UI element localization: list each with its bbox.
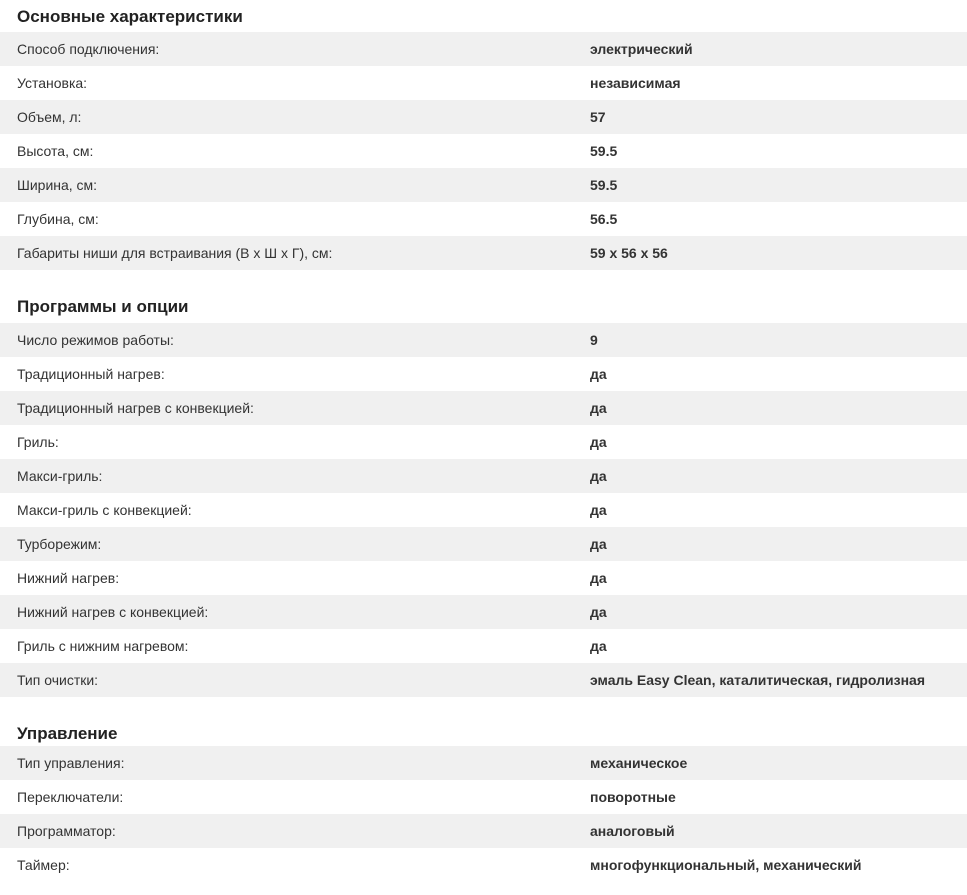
section-controls — [0, 714, 967, 882]
spec-label: Способ подключения: — [17, 41, 160, 57]
spec-row — [0, 357, 967, 391]
section-title: Программы и опции — [17, 297, 189, 316]
spec-row — [0, 527, 967, 561]
spec-row — [0, 134, 967, 168]
spec-value: да — [590, 502, 607, 518]
spec-row — [0, 663, 967, 697]
spec-row — [0, 561, 967, 595]
spec-label: Установка: — [17, 75, 88, 91]
spec-value: многофункциональный, механический — [590, 857, 862, 873]
spec-row — [0, 323, 967, 357]
spec-row — [0, 100, 967, 134]
spec-label: Турборежим: — [17, 536, 102, 552]
spec-row — [0, 425, 967, 459]
spec-value: да — [590, 366, 607, 382]
spec-label: Макси-гриль с конвекцией: — [17, 502, 192, 518]
section-title: Основные характеристики — [17, 7, 243, 26]
spec-value: 59.5 — [590, 143, 618, 159]
spec-label: Ширина, см: — [17, 177, 98, 193]
spec-row — [0, 32, 967, 66]
spec-label: Объем, л: — [17, 109, 82, 125]
spec-label: Высота, см: — [17, 143, 94, 159]
spec-value: механическое — [590, 755, 688, 771]
spec-value: 9 — [590, 332, 598, 348]
spec-list — [0, 746, 967, 882]
spec-label: Программатор: — [17, 823, 116, 839]
spec-label: Глубина, см: — [17, 211, 99, 227]
spec-list — [0, 323, 967, 697]
spec-label: Нижний нагрев: — [17, 570, 120, 586]
spec-value: 57 — [590, 109, 606, 125]
spec-row — [0, 595, 967, 629]
spec-value: 56.5 — [590, 211, 618, 227]
spec-row — [0, 66, 967, 100]
spec-label: Переключатели: — [17, 789, 124, 805]
spec-value: поворотные — [590, 789, 676, 805]
spec-value: да — [590, 604, 607, 620]
spec-label: Тип очистки: — [17, 672, 99, 688]
spec-value: 59.5 — [590, 177, 618, 193]
spec-value: 59 x 56 x 56 — [590, 245, 668, 261]
spec-value: электрический — [590, 41, 693, 57]
spec-row — [0, 391, 967, 425]
spec-label: Число режимов работы: — [17, 332, 174, 348]
spec-value: да — [590, 468, 607, 484]
spec-value: да — [590, 638, 607, 654]
spec-label: Макси-гриль: — [17, 468, 103, 484]
spec-row — [0, 780, 967, 814]
spec-value: да — [590, 400, 607, 416]
spec-value: да — [590, 570, 607, 586]
spec-label: Гриль: — [17, 434, 59, 450]
spec-row — [0, 459, 967, 493]
spec-row — [0, 168, 967, 202]
spec-label: Нижний нагрев с конвекцией: — [17, 604, 209, 620]
spec-row — [0, 746, 967, 780]
spec-label: Традиционный нагрев с конвекцией: — [17, 400, 254, 416]
spec-value: да — [590, 434, 607, 450]
spec-label: Габариты ниши для встраивания (В x Ш x Г), см: — [17, 245, 333, 261]
spec-row — [0, 202, 967, 236]
spec-row — [0, 236, 967, 270]
spec-label: Таймер: — [17, 857, 70, 873]
section-spacer — [0, 697, 967, 714]
section-main-characteristics — [0, 0, 967, 270]
spec-label: Традиционный нагрев: — [17, 366, 165, 382]
spec-label: Гриль с нижним нагревом: — [17, 638, 189, 654]
spec-label: Тип управления: — [17, 755, 125, 771]
spec-row — [0, 629, 967, 663]
section-spacer — [0, 270, 967, 291]
spec-value: независимая — [590, 75, 681, 91]
spec-list — [0, 32, 967, 270]
spec-row — [0, 848, 967, 882]
section-programs-options — [0, 291, 967, 697]
spec-value: аналоговый — [590, 823, 675, 839]
spec-row — [0, 814, 967, 848]
spec-value: эмаль Easy Clean, каталитическая, гидролизная — [590, 672, 925, 688]
section-title: Управление — [17, 724, 118, 743]
spec-value: да — [590, 536, 607, 552]
spec-row — [0, 493, 967, 527]
